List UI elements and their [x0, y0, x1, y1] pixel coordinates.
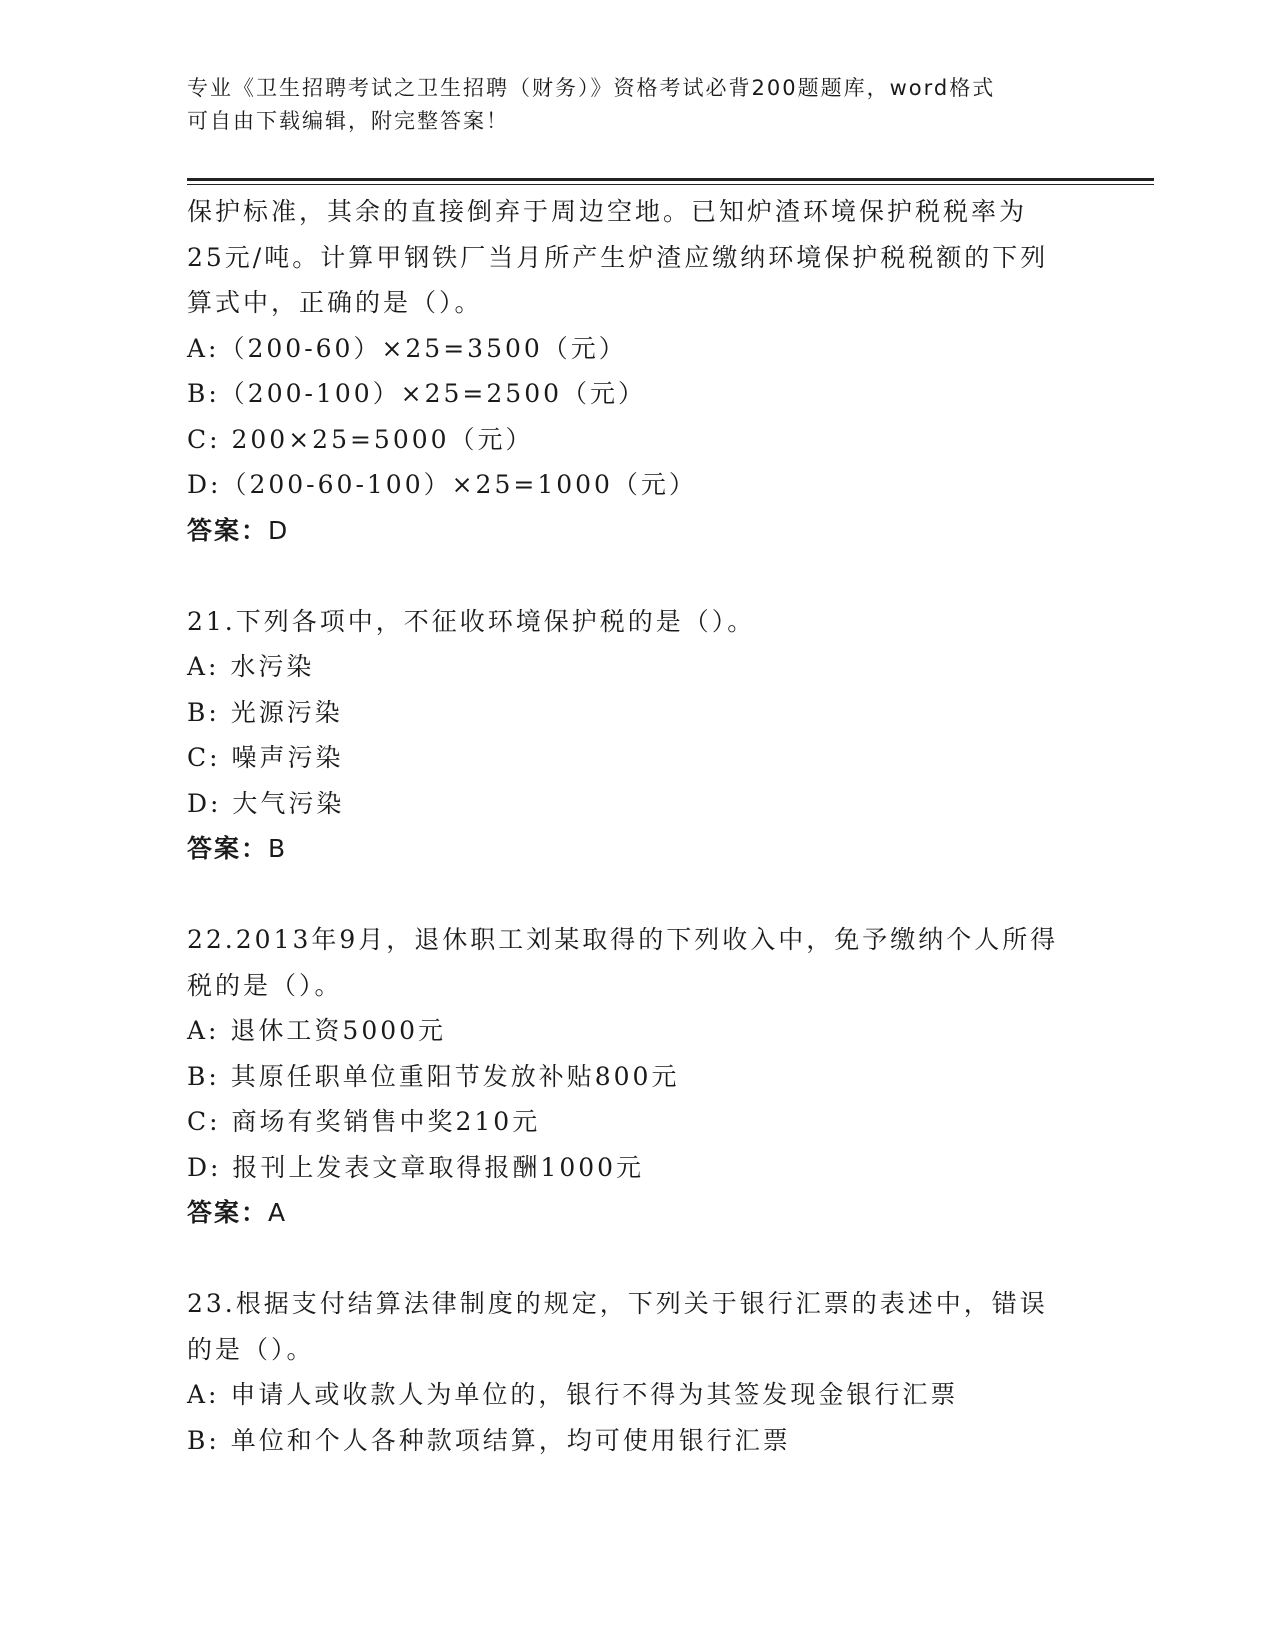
- spacer: [187, 553, 1087, 599]
- answer-label: 答案：: [187, 515, 269, 545]
- document-body: [187, 189, 1087, 1463]
- option-b: B: 单位和个人各种款项结算，均可使用银行汇票: [187, 1425, 791, 1455]
- option-d: D: 报刊上发表文章取得报酬1000元: [187, 1152, 645, 1182]
- question-21: [187, 599, 1087, 872]
- option-a: A: 申请人或收款人为单位的，银行不得为其签发现金银行汇票: [187, 1380, 959, 1409]
- answer-value: B: [268, 834, 288, 863]
- option-a: A:（200-60）×25=3500（元）: [187, 333, 627, 363]
- answer-label: 答案：: [187, 1198, 269, 1227]
- question-text-line: 25元/吨。计算甲钢铁厂当月所产生炉渣应缴纳环境保护税税额的下列: [187, 242, 1049, 272]
- option-c: C: 200×25=5000（元）: [187, 424, 534, 454]
- answer-line: [187, 1190, 1087, 1236]
- header-line-1: 专业《卫生招聘考试之卫生招聘（财务）》资格考试必背200题题库，word格式: [187, 76, 996, 100]
- option-c: C: 噪声污染: [187, 743, 344, 772]
- spacer: [187, 872, 1087, 918]
- question-text-line: 保护标准，其余的直接倒弃于周边空地。已知炉渣环境保护税税率为: [187, 197, 1028, 226]
- question-text-line: 21.下列各项中，不征收环境保护税的是（）。: [187, 606, 756, 636]
- option-b: B:（200-100）×25=2500（元）: [187, 379, 647, 408]
- option-d: D: 大气污染: [187, 788, 345, 818]
- answer-label: 答案：: [187, 834, 269, 863]
- question-23: [187, 1281, 1087, 1463]
- question-text-line: 22.2013年9月，退休职工刘某取得的下列收入中，免予缴纳个人所得: [187, 925, 1059, 954]
- question-text-line: 税的是（）。: [187, 970, 343, 1000]
- option-d: D:（200-60-100）×25=1000（元）: [187, 470, 697, 499]
- spacer: [187, 1236, 1087, 1282]
- question-text-line: 算式中，正确的是（）。: [187, 288, 483, 317]
- option-c: C: 商场有奖销售中奖210元: [187, 1107, 541, 1136]
- header-divider-thick: [187, 178, 1154, 181]
- option-a: A: 水污染: [187, 652, 315, 681]
- page-header: [187, 72, 1087, 138]
- question-text-line: 23.根据支付结算法律制度的规定，下列关于银行汇票的表述中，错误: [187, 1289, 1048, 1318]
- answer-line: [187, 508, 1087, 554]
- option-b: B: 其原任职单位重阳节发放补贴800元: [187, 1061, 680, 1091]
- answer-line: [187, 826, 1087, 872]
- question-continued: [187, 189, 1087, 553]
- question-text-line: 的是（）。: [187, 1334, 315, 1364]
- question-22: [187, 917, 1087, 1236]
- header-divider-thin: [187, 184, 1154, 185]
- option-a: A: 退休工资5000元: [187, 1016, 447, 1045]
- option-b: B: 光源污染: [187, 697, 343, 727]
- answer-value: D: [268, 515, 290, 545]
- header-line-2: 可自由下载编辑，附完整答案！: [187, 109, 509, 133]
- answer-value: A: [268, 1198, 288, 1227]
